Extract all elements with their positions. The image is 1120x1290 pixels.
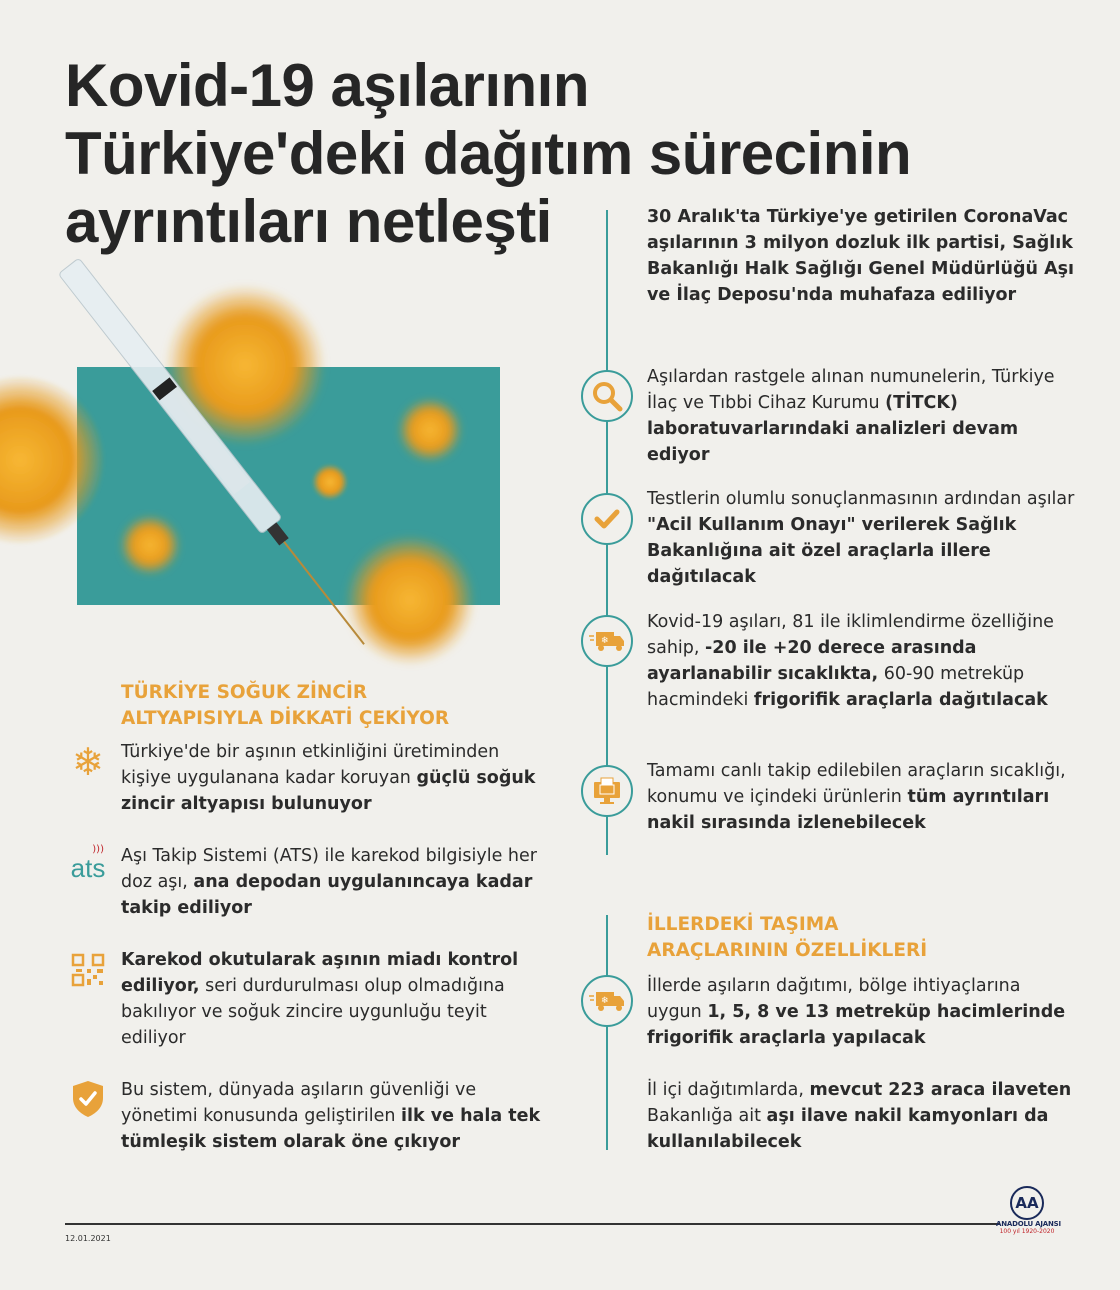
bold-text-segment: ana depodan uygulanıncaya kadar takip ediliyor: [121, 872, 533, 918]
qr-code-icon: [66, 948, 110, 992]
provinces-heading: [647, 912, 927, 964]
text-segment: İllerde aşıların dağıtımı, bölge ihtiyaçlarına uygun: [647, 976, 1021, 1022]
text-segment: Tamamı canlı takip edilebilen araçların sıcaklığı, konumu ve içindeki ürünlerin: [647, 761, 1066, 807]
timeline-item-text: [647, 758, 1077, 836]
refrigerated-truck-icon: [581, 615, 633, 667]
cold-chain-item-text: [121, 843, 551, 921]
bold-text-segment: Karekod okutularak aşının miadı kontrol ediliyor,: [121, 950, 519, 996]
text-segment: Bakanlığa ait: [647, 1106, 767, 1126]
title-line: Kovid-19 aşılarının: [65, 52, 589, 119]
text-segment: Türkiye'de bir aşının etkinliğini üretiminden kişiye uygulanana kadar koruyan: [121, 742, 500, 788]
publish-date: 12.01.2021: [65, 1234, 111, 1243]
logo-name: ANADOLU AJANSI: [996, 1220, 1061, 1228]
bold-text-segment: -20 ile +20 derece arasında ayarlanabilir sıcaklıkta,: [647, 638, 977, 684]
province-item-text: [647, 973, 1077, 1051]
cold-chain-item-text: [121, 1077, 551, 1155]
bold-text-segment: "Acil Kullanım Onayı" verilerek Sağlık Bakanlığına ait özel araçlarla illere dağıtılacak: [647, 515, 1017, 587]
footer-divider: [65, 1223, 1000, 1225]
cold-chain-item-text: [121, 739, 551, 817]
text-segment: Aşı Takip Sistemi (ATS) ile karekod bilgisiyle her doz aşı,: [121, 846, 537, 892]
svg-text:❄: ❄: [601, 996, 609, 1006]
ats-logo-icon: ats ))): [70, 844, 106, 883]
syringe-virus-illustration: [0, 230, 520, 680]
ats-logo-text: ats: [70, 852, 106, 883]
text-segment: Testlerin olumlu sonuçlanmasının ardından aşılar: [647, 489, 1075, 509]
logo-mark: AA: [1010, 1186, 1044, 1220]
title-line: Türkiye'deki dağıtım sürecinin: [65, 120, 912, 187]
timeline-item-text: [647, 609, 1077, 713]
heading-line: TÜRKİYE SOĞUK ZİNCİR: [121, 682, 368, 703]
text-segment: seri durdurulması olup olmadığına bakılıyor ve soğuk zincire uygunluğu teyit ediliyor: [121, 976, 505, 1048]
text-segment: Kovid-19 aşıları, 81 ile iklimlendirme özelliğine sahip,: [647, 612, 1054, 658]
cold-chain-item-text: [121, 947, 551, 1051]
bold-text-segment: 30 Aralık'ta Türkiye'ye getirilen CoronaVac aşılarının 3 milyon dozluk ilk partisi, Sağlık Bakanlığı Halk Sağlığı Genel Müdürlüğü Aşı ve İlaç Deposu'nda muhafaza ediliyor: [647, 207, 1075, 305]
text-segment: Bu sistem, dünyada aşıların güvenliği ve yönetimi konusunda geliştirilen: [121, 1080, 477, 1126]
shield-check-icon: [66, 1077, 110, 1121]
bold-text-segment: aşı ilave nakil kamyonları da kullanılabilecek: [647, 1106, 1049, 1152]
timeline-item-text: [647, 364, 1077, 468]
bold-text-segment: tüm ayrıntıları nakil sırasında izlenebilecek: [647, 787, 1050, 833]
search-icon: [581, 370, 633, 422]
province-item-text: [647, 1077, 1077, 1155]
virus: [398, 398, 462, 462]
virus: [120, 515, 180, 575]
title-line: ayrıntıları netleşti: [65, 188, 552, 255]
anniversary-mark: 100 yıl 1920-2020: [999, 1228, 1055, 1235]
bold-text-segment: 1, 5, 8 ve 13 metreküp hacimlerinde frigorifik araçlarla yapılacak: [647, 1002, 1066, 1048]
refrigerated-truck-icon: [581, 975, 633, 1027]
svg-text:❄: ❄: [601, 636, 609, 646]
snowflake-icon: ❄: [72, 740, 104, 784]
text-segment: İl içi dağıtımlarda,: [647, 1080, 810, 1100]
bold-text-segment: frigorifik araçlarla dağıtılacak: [753, 690, 1048, 710]
text-segment: Aşılardan rastgele alınan numunelerin, Türkiye İlaç ve Tıbbi Cihaz Kurumu: [647, 367, 1055, 413]
timeline-line: [606, 915, 608, 1150]
cold-chain-heading: [121, 680, 449, 732]
timeline-item-text: [647, 486, 1077, 590]
heading-line: ARAÇLARININ ÖZELLİKLERİ: [647, 940, 928, 961]
anadolu-ajansi-logo: [996, 1186, 1061, 1235]
timeline-item-text: [647, 204, 1077, 308]
bold-text-segment: mevcut 223 araca ilaveten: [809, 1080, 1072, 1100]
heading-line: İLLERDEKİ TAŞIMA: [647, 914, 839, 935]
check-icon: [581, 493, 633, 545]
virus: [345, 535, 475, 665]
computer-tracking-icon: [581, 765, 633, 817]
bold-text-segment: ilk ve hala tek tümleşik sistem olarak öne çıkıyor: [121, 1106, 541, 1152]
bold-text-segment: güçlü soğuk zincir altyapısı bulunuyor: [121, 768, 536, 814]
virus: [312, 464, 348, 500]
heading-line: ALTYAPISIYLA DİKKATİ ÇEKİYOR: [121, 708, 450, 729]
text-segment: 60-90 metreküp hacmindeki: [647, 664, 1025, 710]
bold-text-segment: (TİTCK) laboratuvarlarındaki analizleri devam ediyor: [647, 393, 1019, 465]
